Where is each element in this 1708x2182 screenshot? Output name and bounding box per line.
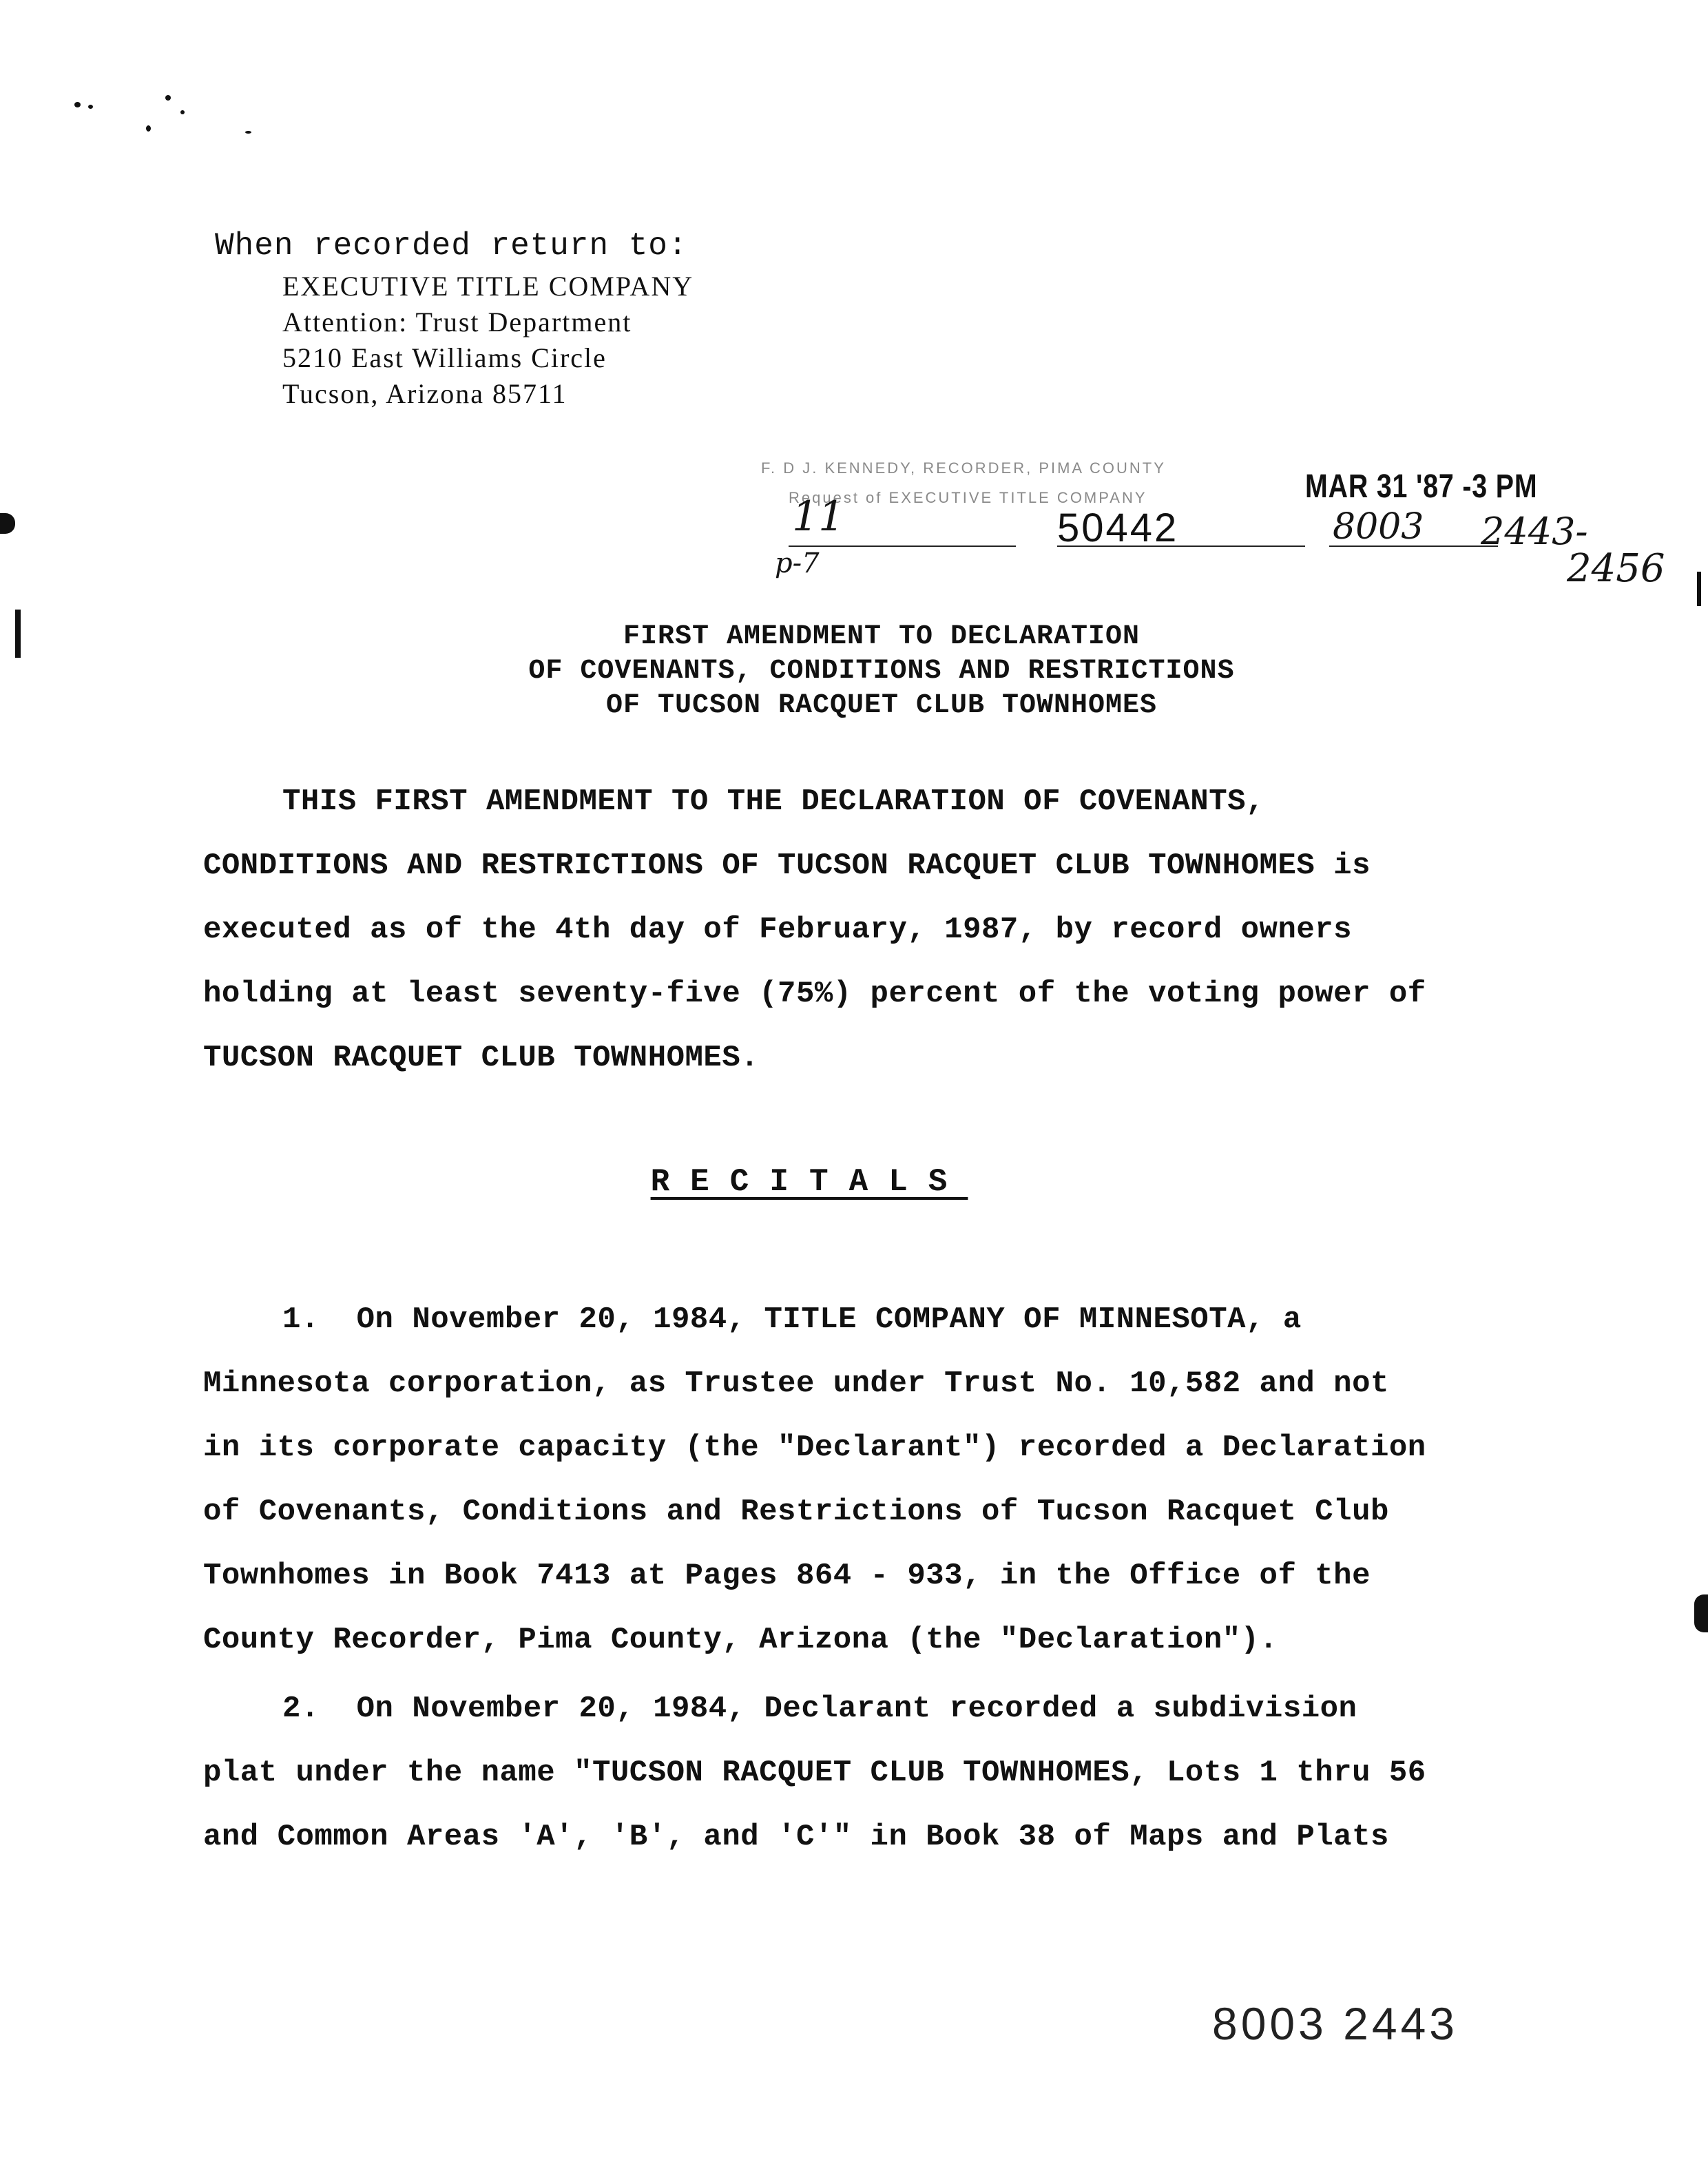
intro-paragraph [203, 770, 1525, 1090]
stamp-header-line-2: Request of EXECUTIVE TITLE COMPANY [789, 489, 1147, 506]
recital-2 [203, 1677, 1525, 1869]
return-city: Tucson, Arizona 85711 [282, 378, 567, 409]
paragraph-line: in its corporate capacity (the "Declarant") recorded a Declaration [203, 1431, 1426, 1465]
paragraph-line: 1. On November 20, 1984, TITLE COMPANY OF MINNESOTA, a [282, 1302, 1302, 1337]
handwritten-note: p-7 [775, 548, 820, 579]
return-street: 5210 East Williams Circle [282, 342, 607, 373]
document-title [0, 620, 1708, 723]
scan-speck [88, 105, 93, 109]
paragraph-line: executed as of the 4th day of February, 1987, by record owners [203, 913, 1353, 947]
title-line: OF COVENANTS, CONDITIONS AND RESTRICTIONS [528, 656, 1235, 687]
recital-1 [203, 1288, 1525, 1672]
handwritten-book: 8003 [1333, 506, 1424, 548]
stamp-docket-number: 50442 [1057, 506, 1179, 550]
handwritten-pages: 2443- [1481, 510, 1588, 553]
stamp-underline-count [789, 546, 1016, 547]
paragraph-line: holding at least seventy-five (75%) percent of the voting power of [203, 977, 1426, 1011]
recorder-stamp [751, 451, 1665, 603]
paragraph-line: CONDITIONS AND RESTRICTIONS OF TUCSON RACQUET CLUB TOWNHOMES is [203, 849, 1371, 883]
paragraph-line: 2. On November 20, 1984, Declarant recorded a subdivision [282, 1692, 1357, 1726]
paragraph-line: and Common Areas 'A', 'B', and 'C'" in Book 38 of Maps and Plats [203, 1820, 1389, 1854]
return-company: EXECUTIVE TITLE COMPANY [282, 271, 694, 302]
paragraph-line: TUCSON RACQUET CLUB TOWNHOMES. [203, 1041, 760, 1075]
recitals-heading-text: RECITALS [650, 1164, 968, 1200]
stamp-header-line-1: F. D J. KENNEDY, RECORDER, PIMA COUNTY [761, 459, 1166, 477]
recitals-heading [0, 1164, 1708, 1200]
scan-speck [74, 102, 81, 107]
title-line: OF TUCSON RACQUET CLUB TOWNHOMES [605, 690, 1158, 721]
return-heading: When recorded return to: [215, 228, 688, 264]
paragraph-line: of Covenants, Conditions and Restrictions of Tucson Racquet Club [203, 1495, 1389, 1529]
scan-edge-mark [0, 513, 15, 534]
scan-speck [245, 131, 251, 134]
scan-edge-mark [1694, 1594, 1708, 1632]
return-address-block [215, 227, 694, 412]
paragraph-line: County Recorder, Pima County, Arizona (the "Declaration"). [203, 1623, 1278, 1657]
title-line: FIRST AMENDMENT TO DECLARATION [623, 621, 1141, 652]
scan-speck [180, 110, 185, 114]
scan-speck [146, 125, 151, 132]
return-address-lines [282, 269, 694, 412]
paragraph-line: Minnesota corporation, as Trustee under Trust No. 10,582 and not [203, 1367, 1389, 1401]
return-attention: Attention: Trust Department [282, 306, 632, 337]
scan-edge-mark [1697, 572, 1701, 606]
handwritten-pages-end: 2456 [1567, 546, 1665, 591]
scan-speck [165, 95, 171, 101]
paragraph-line: Townhomes in Book 7413 at Pages 864 - 933, in the Office of the [203, 1559, 1371, 1593]
footer-book-page-number: 8003 2443 [1212, 1998, 1458, 2049]
handwritten-count: 11 [792, 492, 845, 541]
stamp-date-time: MAR 31 '87 -3 PM [1305, 468, 1538, 505]
paragraph-line: THIS FIRST AMENDMENT TO THE DECLARATION OF COVENANTS, [282, 785, 1264, 819]
paragraph-line: plat under the name "TUCSON RACQUET CLUB TOWNHOMES, Lots 1 thru 56 [203, 1756, 1426, 1790]
